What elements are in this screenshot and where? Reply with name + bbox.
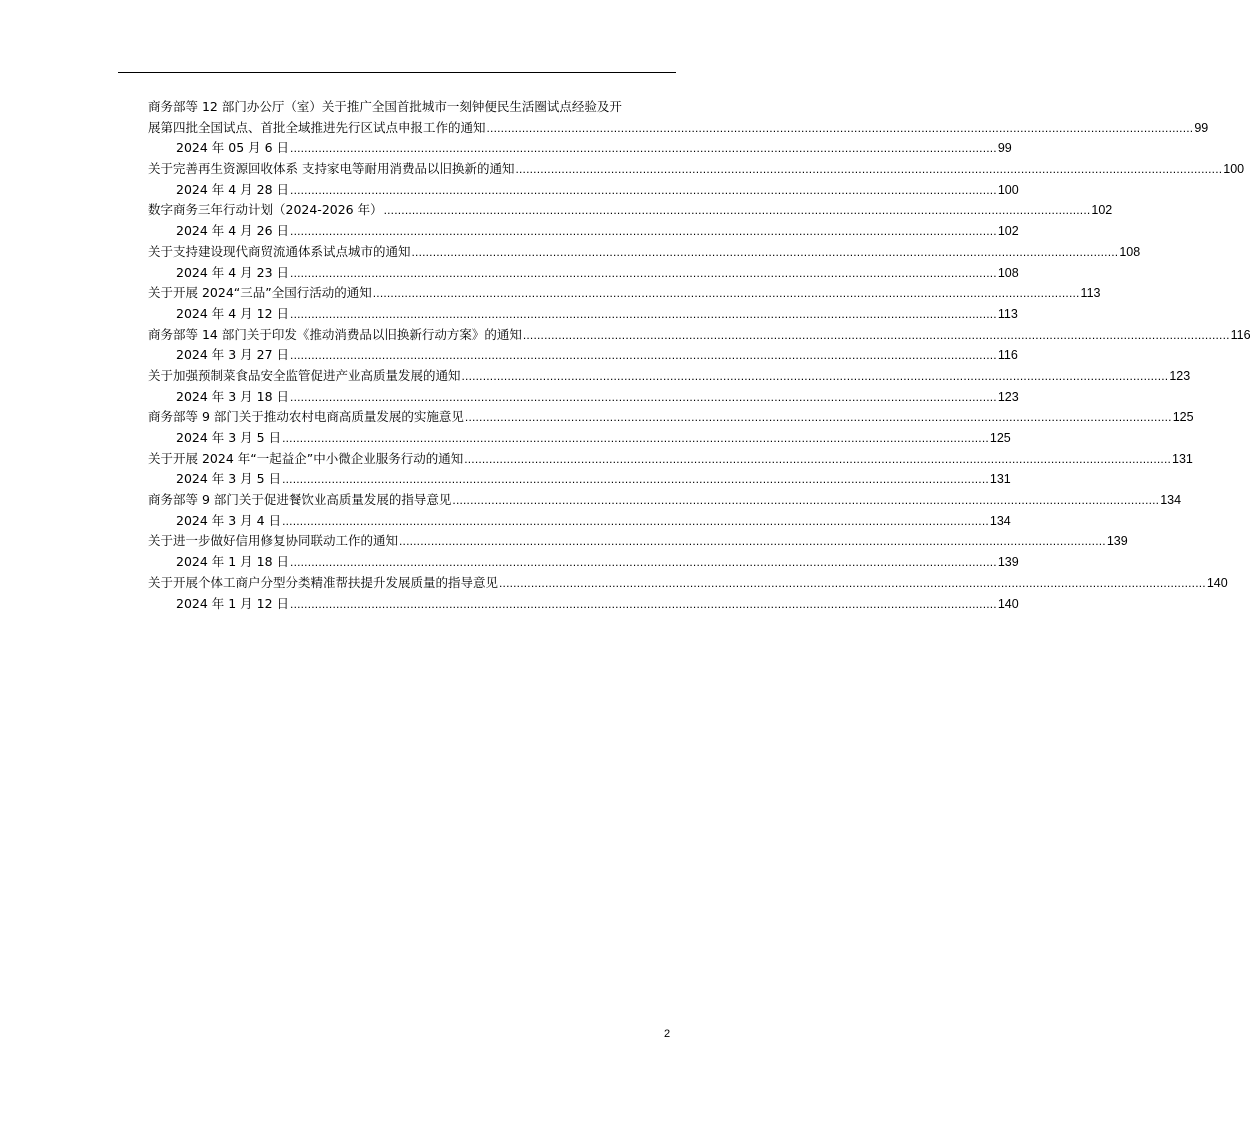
toc-entry [148, 573, 1228, 614]
toc-leader-dots: ........................................................................................................................................................................................................ [290, 389, 997, 404]
toc-entry-title: 关于加强预制菜食品安全监管促进产业高质量发展的通知 [148, 367, 461, 383]
toc-entry-page: 99 [1194, 120, 1209, 135]
toc-entry [148, 325, 1251, 366]
toc-entry-title-row[interactable] [148, 490, 1182, 511]
toc-entry-title-line2: 展第四批全国试点、首批全域推进先行区试点申报工作的通知 [148, 119, 486, 135]
toc-entry-date: 2024 年 3 月 18 日 [176, 388, 290, 404]
toc-entry [148, 366, 1191, 407]
toc-leader-dots: ........................................................................................................................................................................................................ [411, 244, 1119, 259]
toc-entry [148, 531, 1128, 572]
toc-entry-title: 数字商务三年行动计划（2024-2026 年） [148, 202, 383, 218]
toc-entry-date: 2024 年 1 月 18 日 [176, 554, 290, 570]
toc-leader-dots: ........................................................................................................................................................................................................ [486, 120, 1194, 135]
toc-entry-title: 关于开展 2024 年“一起益企”中小微企业服务行动的通知 [148, 450, 464, 466]
toc-entry-title: 关于完善再生资源回收体系 支持家电等耐用消费品以旧换新的通知 [148, 161, 515, 177]
toc-entry [148, 159, 1245, 200]
toc-entry-page: 125 [1172, 410, 1194, 425]
toc-leader-dots: ........................................................................................................................................................................................................ [290, 265, 997, 280]
toc-leader-dots: ........................................................................................................................................................................................................ [290, 555, 997, 570]
toc-entry-date-row[interactable] [148, 263, 1019, 284]
toc-entry-date-page: 131 [989, 472, 1011, 487]
toc-entry-title-row[interactable] [148, 159, 1245, 180]
toc-leader-dots: ........................................................................................................................................................................................................ [282, 431, 989, 445]
toc-leader-dots: ........................................................................................................................................................................................................ [515, 162, 1223, 177]
toc-entry-title: 商务部等 9 部门关于促进餐饮业高质量发展的指导意见 [148, 492, 452, 508]
toc-entry [148, 449, 1193, 490]
toc-entry-title: 关于进一步做好信用修复协同联动工作的通知 [148, 533, 399, 549]
toc-leader-dots: ........................................................................................................................................................................................................ [290, 596, 997, 611]
toc-entry [148, 407, 1194, 448]
toc-entry [148, 242, 1141, 283]
toc-leader-dots: ........................................................................................................................................................................................................ [290, 141, 997, 156]
toc-entry-title-line2-row[interactable] [148, 118, 1209, 139]
header-rule [118, 72, 676, 73]
toc-entry-date-row[interactable] [148, 221, 1019, 242]
toc-entry [148, 200, 1113, 241]
toc-entry-title: 关于开展个体工商户分型分类精准帮扶提升发展质量的指导意见 [148, 574, 499, 590]
toc-leader-dots: ........................................................................................................................................................................................................ [290, 224, 997, 239]
toc-entry [148, 490, 1182, 531]
toc-leader-dots: ........................................................................................................................................................................................................ [499, 575, 1206, 590]
toc-entry-page: 134 [1160, 493, 1182, 508]
toc-entry-date-row[interactable] [148, 594, 1019, 615]
toc-entry-page: 116 [1230, 327, 1251, 342]
toc-leader-dots: ........................................................................................................................................................................................................ [282, 513, 989, 528]
toc-entry-date-page: 108 [997, 265, 1019, 280]
toc-entry-date-page: 102 [997, 224, 1019, 239]
toc-entry-date: 2024 年 3 月 5 日 [176, 430, 282, 445]
toc-leader-dots: ........................................................................................................................................................................................................ [372, 286, 1080, 301]
toc-entry-date: 2024 年 4 月 28 日 [176, 181, 290, 197]
toc-entry-date-row[interactable] [148, 511, 1011, 532]
toc-entry-page: 113 [1080, 286, 1101, 301]
toc-entry-date-page: 140 [997, 596, 1019, 611]
toc-entry-page: 108 [1119, 244, 1141, 259]
toc-entry-title: 商务部等 9 部门关于推动农村电商高质量发展的实施意见 [148, 409, 464, 425]
toc-leader-dots: ........................................................................................................................................................................................................ [464, 451, 1172, 466]
toc-entry-date-page: 100 [997, 182, 1019, 197]
toc-entry-date-page: 116 [997, 348, 1018, 363]
toc-entry-title-row[interactable] [148, 573, 1228, 594]
toc-entry-title-row[interactable] [148, 407, 1194, 428]
toc-leader-dots: ........................................................................................................................................................................................................ [290, 348, 997, 363]
toc-entry-title-row[interactable] [148, 531, 1128, 552]
toc-entry-title-line1[interactable]: 商务部等 12 部门办公厅（室）关于推广全国首批城市一刻钟便民生活圈试点经验及开 [148, 99, 622, 114]
toc-entry-title-row[interactable] [148, 283, 1101, 304]
toc-entry-date: 2024 年 3 月 5 日 [176, 471, 282, 487]
toc-entry-date-page: 113 [997, 306, 1018, 321]
table-of-contents [148, 97, 1251, 614]
toc-entry-title: 关于支持建设现代商贸流通体系试点城市的通知 [148, 243, 411, 259]
toc-entry-page: 131 [1172, 451, 1193, 466]
toc-entry-date: 2024 年 3 月 4 日 [176, 512, 282, 528]
toc-entry-title-row[interactable] [148, 366, 1191, 387]
toc-entry-title-row[interactable] [148, 449, 1193, 470]
toc-entry-title-row[interactable] [148, 242, 1141, 263]
toc-entry-date: 2024 年 4 月 12 日 [176, 305, 290, 321]
toc-leader-dots: ........................................................................................................................................................................................................ [383, 203, 1091, 218]
toc-entry-date: 2024 年 1 月 12 日 [176, 595, 290, 611]
toc-entry-page: 123 [1169, 368, 1191, 383]
toc-entry-title: 商务部等 14 部门关于印发《推动消费品以旧换新行动方案》的通知 [148, 326, 522, 342]
toc-entry-page: 139 [1106, 534, 1128, 549]
toc-entry-date-row[interactable] [148, 469, 1011, 490]
toc-entry-page: 140 [1206, 575, 1228, 590]
toc-leader-dots: ........................................................................................................................................................................................................ [290, 306, 997, 321]
toc-entry-page: 100 [1223, 162, 1245, 177]
toc-entry-title-row[interactable] [148, 325, 1251, 346]
toc-entry-title-row[interactable] [148, 200, 1113, 221]
toc-entry-date: 2024 年 4 月 23 日 [176, 264, 290, 280]
toc-leader-dots: ........................................................................................................................................................................................................ [290, 182, 997, 197]
toc-leader-dots: ........................................................................................................................................................................................................ [282, 472, 989, 487]
toc-entry-date-page: 134 [989, 513, 1011, 528]
toc-entry-date: 2024 年 05 月 6 日 [176, 140, 290, 156]
toc-entry-date-row[interactable] [148, 304, 1018, 325]
page-number: 2 [664, 1028, 671, 1040]
toc-entry-date-page: 123 [997, 389, 1019, 404]
toc-entry-date-row[interactable] [148, 428, 1011, 449]
toc-leader-dots: ........................................................................................................................................................................................................ [461, 368, 1169, 383]
toc-entry [148, 97, 1209, 159]
toc-entry-date-page: 125 [989, 431, 1011, 445]
toc-entry-date-row[interactable] [148, 138, 1012, 159]
toc-entry-date-row[interactable] [148, 345, 1018, 366]
toc-entry-date-page: 139 [997, 555, 1019, 570]
toc-leader-dots: ........................................................................................................................................................................................................ [452, 493, 1160, 508]
toc-leader-dots: ........................................................................................................................................................................................................ [464, 410, 1172, 425]
toc-entry-title: 关于开展 2024“三品”全国行活动的通知 [148, 285, 372, 301]
toc-entry-page: 102 [1091, 203, 1113, 218]
toc-entry [148, 283, 1101, 324]
toc-entry-date: 2024 年 4 月 26 日 [176, 223, 290, 239]
toc-entry-date-row[interactable] [148, 387, 1019, 408]
toc-entry-date-row[interactable] [148, 180, 1019, 201]
toc-leader-dots: ........................................................................................................................................................................................................ [522, 327, 1230, 342]
toc-leader-dots: ........................................................................................................................................................................................................ [399, 534, 1106, 549]
toc-entry-date: 2024 年 3 月 27 日 [176, 347, 290, 363]
toc-entry-date-page: 99 [997, 141, 1012, 156]
toc-entry-date-row[interactable] [148, 552, 1019, 573]
